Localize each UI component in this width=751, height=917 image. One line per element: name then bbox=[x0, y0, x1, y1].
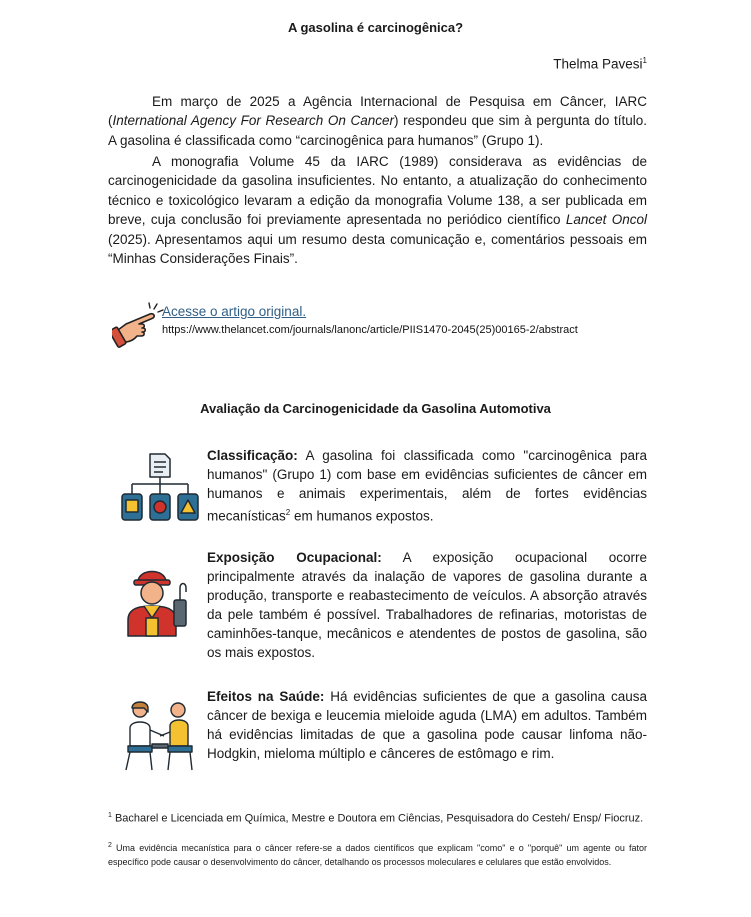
classification-paragraph bbox=[207, 446, 647, 526]
health-effects-text: Há evidências suficientes de que a gasolina causa câncer de bexiga e leucemia mieloide aguda (LMA) em adultos. Também há evidências limitadas de que a gasolina pode causar linfoma não-Hodgkin, mieloma múltiplo e cânceres de estômago e rim. bbox=[207, 689, 647, 761]
document-title: A gasolina é carcinogênica? bbox=[287, 20, 464, 35]
intro-paragraph-1 bbox=[108, 92, 647, 150]
footnote-2 bbox=[108, 839, 647, 869]
pointing-hand-icon bbox=[112, 300, 164, 352]
occupational-exposure-heading: Exposição Ocupacional: bbox=[207, 550, 382, 565]
author-footnote-ref: 1 bbox=[642, 56, 647, 65]
classification-text-b: em humanos expostos. bbox=[290, 508, 434, 524]
author-name: Thelma Pavesi bbox=[553, 56, 643, 72]
intro-p1-italic: International Agency For Research On Cancer bbox=[112, 113, 394, 129]
intro-p1-text-b: ) respondeu que sim à pergunta do título. A gasolina é classificada como “carcinogênica para humanos” (Grupo 1). bbox=[108, 113, 647, 148]
footnote-2-text: Uma evidência mecanística para o câncer refere-se a dados científicos que explicam "como" e o "porquê" um agente ou fator específico pode causar o desenvolvimento do câncer, detalhando os processos moleculares e celulares que estão envolvidos. bbox=[108, 843, 647, 867]
footnote-1 bbox=[108, 808, 647, 827]
occupational-exposure-text: A exposição ocupacional ocorre principalmente através da inalação de vapores de gasolina durante a produção, transporte e reabastecimento de veículos. A absorção através da pele também é possível. Trabalhadores de refinarias, motoristas de caminhões-tanque, mecânicos e atendentes de postos de gasolina, são os mais expostos. bbox=[207, 550, 647, 660]
footnote-1-number: 1 bbox=[108, 812, 112, 819]
footnote-2-number: 2 bbox=[108, 842, 112, 849]
classification-text-a: A gasolina foi classificada como "carcinogênica para humanos" (Grupo 1) com base em evidências suficientes de câncer em humanos e animais experimentais, além de fortes evidências mecanísticas bbox=[207, 448, 647, 524]
intro-paragraph-2 bbox=[108, 152, 647, 268]
health-effects-paragraph bbox=[207, 687, 647, 763]
occupational-exposure-paragraph bbox=[207, 548, 647, 662]
intro-p1-text-a: Em março de 2025 a Agência Internacional de Pesquisa em Câncer, IARC ( bbox=[108, 94, 647, 129]
gas-station-worker-icon bbox=[124, 560, 194, 638]
intro-p2-text-a: A monografia Volume 45 da IARC (1989) considerava as evidências de carcinogenicidade da gasolina insuficientes. No entanto, a atualização do conhecimento técnico e toxicológico levaram a edição da monografia Volume 138, a ser publicada em breve, cuja conclusão foi previamente apresentada no periódico científico bbox=[108, 154, 647, 228]
classification-footnote-ref: 2 bbox=[285, 508, 291, 517]
author-line bbox=[553, 56, 647, 72]
classification-tree-icon bbox=[120, 452, 200, 524]
footnote-1-text: Bacharel e Licenciada em Química, Mestre e Doutora em Ciências, Pesquisadora do Cesteh/ Ensp/ Fiocruz. bbox=[111, 812, 644, 825]
article-url[interactable]: https://www.thelancet.com/journals/lanonc/article/PIIS1470-2045(25)00165-2/abstract bbox=[162, 324, 578, 336]
health-effects-heading: Efeitos na Saúde: bbox=[207, 689, 325, 704]
intro-p2-italic: Lancet Oncol bbox=[565, 212, 647, 228]
original-article-link[interactable]: Acesse o artigo original. bbox=[162, 304, 307, 319]
classification-heading: Classificação: bbox=[207, 448, 298, 463]
doctor-patient-icon bbox=[122, 698, 198, 774]
intro-p2-text-b: (2025). Apresentamos aqui um resumo desta comunicação e, comentários pessoais em “Minhas Considerações Finais”. bbox=[108, 231, 647, 267]
section-title: Avaliação da Carcinogenicidade da Gasolina Automotiva bbox=[200, 401, 551, 416]
